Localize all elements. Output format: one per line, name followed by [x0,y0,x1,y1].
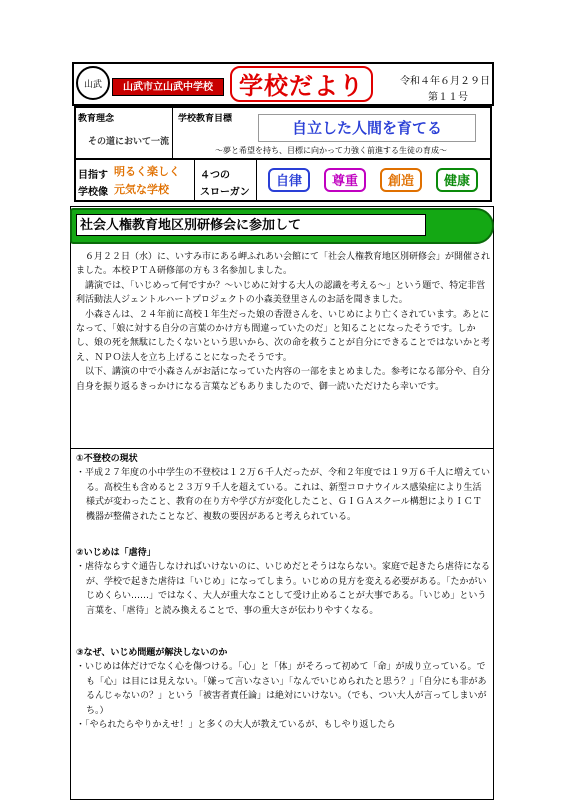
issue-number: 第１１号 [428,92,468,103]
target-school-2: 元気な学校 [114,183,169,196]
slogan-sonchou: 尊重 [324,168,366,192]
school-goal: 自立した人間を育てる [258,114,476,142]
section-gyakutai [76,546,490,618]
issue-date: 令和４年６月２９日 [400,76,490,87]
slogan-jiritsu: 自律 [268,168,310,192]
grid-divider-h [74,158,492,160]
article-intro [76,250,490,394]
section-kaiketsu [76,646,490,732]
grid-divider-v2 [194,158,195,202]
intro-paragraph: 以下、講演の中で小森さんがお話になっていた内容の一部をまとめました。参考になる部分や、自分自身を振り返るきっかけになる言葉などもありましたので、御一読いただけたら幸いです。 [76,367,490,392]
section-divider [70,448,494,449]
section-item: ・「やられたらやりかえせ！」と多くの大人が教えているが、もしやり返したら [76,720,396,731]
target-label-2: 学校像 [78,187,108,198]
target-label-1: 目指す [78,170,108,181]
intro-paragraph: 小森さんは、２４年前に高校１年生だった娘の香澄さんを、いじめにより亡くされています。あとになって、「娘に対する自分の言葉のかけ方も間違っていたのだ」と知ることになったそうです。しかし、娘の死を無駄にしたくないという思いから、次の命を救うことが自分にできることではないかと考え、ＮＰＯ法人を立ち上げることになったそうです。 [76,309,491,363]
slogan-souzou: 創造 [380,168,422,192]
slogan-label-1: ４つの [200,170,230,181]
intro-paragraph: 講演では、「いじめって何ですか？～いじめに対する大人の認識を考える～」という題で、特定非営利活動法人ジェントルハートプロジェクトの小森美登里さんのお話を聞きました。 [76,280,486,306]
goal-label: 学校教育目標 [178,114,233,124]
section-futoukou [76,452,490,524]
slogan-kenkou: 健康 [436,168,478,192]
newsletter-title: 学校だより [230,66,373,102]
section-item: ・いじめは体だけでなく心を傷つける。「心」と「体」がそろって初めて「命」が成り立っている。でも「心」は目には見えない。「嫌って言いなさい」「なんでいじめられたと思う？」「自分にも非があるんじゃないの？」という「被害者責任論」は絶対にいけない。（でも、つい大人が言ってしまいがち。） [76,662,487,716]
section-item: ・虐待ならすぐ通告しなければいけないのに、いじめだとそうはならない。家庭で起きたら虐待になるが、学校で起きた虐待は「いじめ」になってしまう。いじめの見方を変える必要がある。「たかがいじめくらい……」ではなく、大人が重大なことして受け止めることが大事である。「いじめ」という言葉を、「虐待」と読み換えることで、事の重大さが伝わりやすくなる。 [76,562,491,616]
section-title: ②いじめは「虐待」 [76,548,156,558]
philosophy-text: その道において一流 [88,137,170,147]
target-school-1: 明るく楽しく [114,165,180,178]
slogan-label-2: スローガン [200,187,250,198]
school-name: 山武市立山武中学校 [112,78,224,96]
grid-divider-v3 [256,158,257,202]
section-title: ③なぜ、いじめ問題が解決しないのか [76,648,228,658]
philosophy-label: 教育理念 [78,114,115,124]
section-title: ①不登校の現状 [76,454,138,464]
intro-paragraph: ６月２２日（水）に、いすみ市にある岬ふれあい会館にて「社会人権教育地区別研修会」が開催されました。本校ＰＴＡ研修部の方も３名参加しました。 [76,252,491,277]
school-emblem-icon [76,66,110,100]
emblem-text: 山武 [83,79,102,90]
article-headline: 社会人権教育地区別研修会に参加して [76,214,426,236]
section-item: ・平成２７年度の小中学生の不登校は１２万６千人だったが、令和２年度では１９万６千人に増えている。高校生も含めると２３万９千人を超えている。これは、新型コロナウイルス感染症により生活様式が変わったこと、教育の在り方や学び方が変化したこと、ＧＩＧＡスクール構想によりＩＣＴ機器が整備されたことなど、複数の要因があると考えられている。 [76,468,491,522]
school-goal-subtitle: ～夢と希望を持ち、目標に向かって力強く前進する生徒の育成～ [215,146,447,155]
